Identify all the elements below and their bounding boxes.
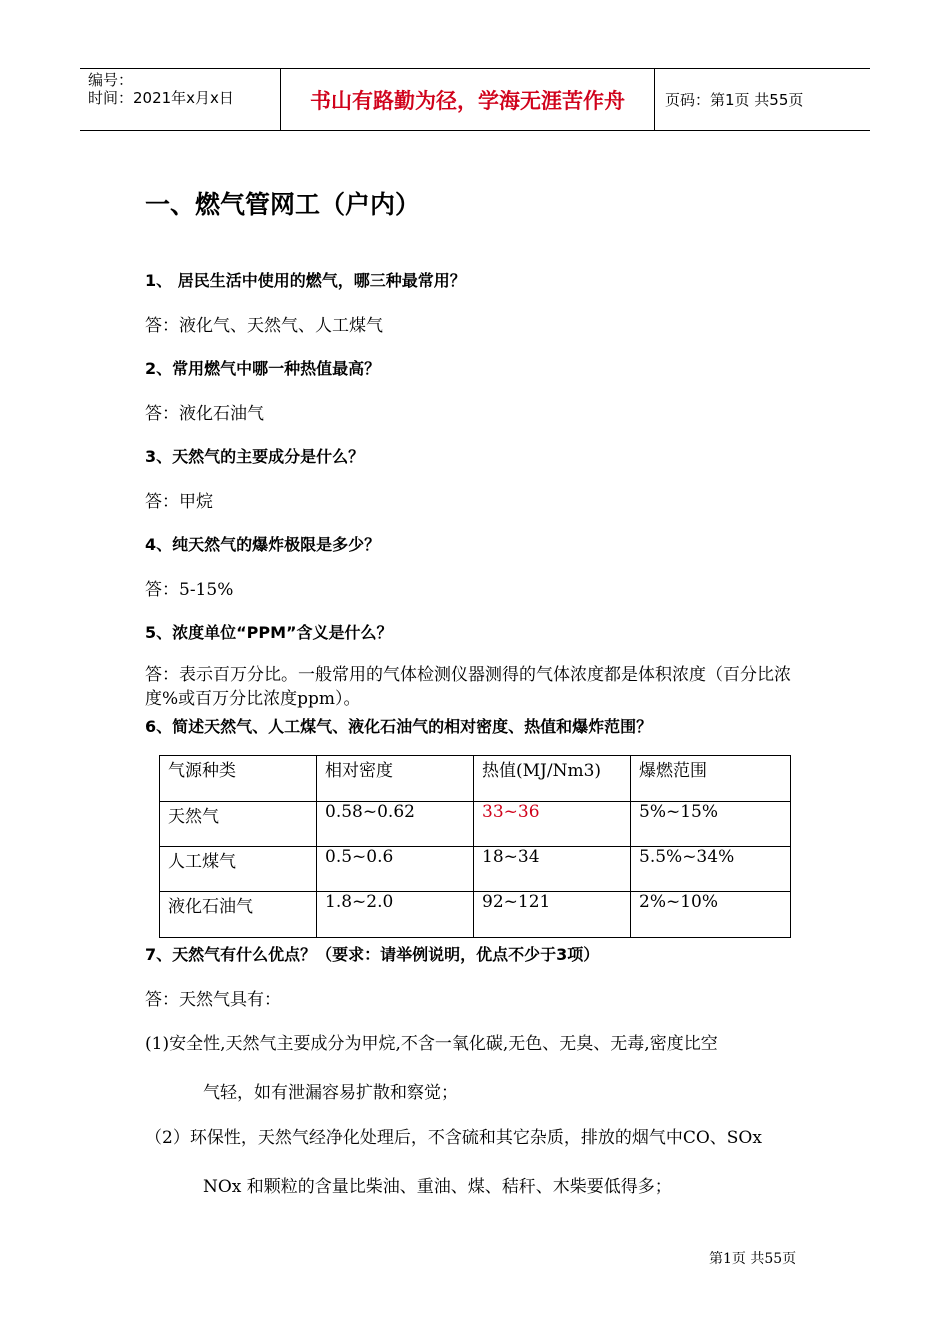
table-row bbox=[160, 892, 791, 938]
answer-2: 答：液化石油气 bbox=[145, 404, 264, 424]
question-5: 5、浓度单位“PPM”含义是什么？ bbox=[145, 623, 393, 642]
table-header-cell: 相对密度 bbox=[317, 756, 474, 802]
motto: 书山有路勤为径，学海无涯苦作舟 bbox=[281, 69, 655, 130]
answer-7-intro: 答：天然气具有： bbox=[145, 990, 281, 1010]
question-7: 7、天然气有什么优点？（要求：请举例说明，优点不少于3项） bbox=[145, 945, 600, 964]
page-info: 页码：第1页 共55页 bbox=[665, 91, 804, 109]
table-cell: 人工煤气 bbox=[160, 847, 317, 892]
question-3: 3、天然气的主要成分是什么？ bbox=[145, 447, 365, 466]
table-header-row bbox=[160, 756, 791, 802]
gas-properties-table bbox=[159, 755, 791, 938]
page-footer: 第1页 共55页 bbox=[709, 1251, 797, 1267]
answer-3: 答：甲烷 bbox=[145, 492, 213, 512]
table-cell: 18~34 bbox=[474, 847, 631, 892]
table-cell: 0.58~0.62 bbox=[317, 802, 474, 847]
answer-1: 答：液化气、天然气、人工煤气 bbox=[145, 316, 383, 336]
question-2: 2、常用燃气中哪一种热值最高？ bbox=[145, 359, 381, 378]
section-title: 一、燃气管网工（户内） bbox=[145, 190, 421, 219]
answer-7-item1-line2: 气轻，如有泄漏容易扩散和察觉； bbox=[203, 1083, 458, 1103]
table-cell: 0.5~0.6 bbox=[317, 847, 474, 892]
answer-7-item2-line2: NOx 和颗粒的含量比柴油、重油、煤、秸秆、木柴要低得多； bbox=[203, 1177, 672, 1197]
answer-4: 答：5-15% bbox=[145, 580, 234, 600]
table-cell: 5%~15% bbox=[631, 802, 791, 847]
table-header-cell: 爆燃范围 bbox=[631, 756, 791, 802]
table-cell: 天然气 bbox=[160, 802, 317, 847]
question-1: 1、 居民生活中使用的燃气，哪三种最常用？ bbox=[145, 271, 466, 290]
serial-label: 编号： bbox=[88, 71, 134, 89]
question-6: 6、简述天然气、人工煤气、液化石油气的相对密度、热值和爆炸范围？ bbox=[145, 717, 653, 736]
table-cell: 1.8~2.0 bbox=[317, 892, 474, 938]
table-cell: 5.5%~34% bbox=[631, 847, 791, 892]
header-left-cell bbox=[80, 69, 281, 130]
question-4: 4、纯天然气的爆炸极限是多少？ bbox=[145, 535, 381, 554]
table-header-cell: 热值(MJ/Nm3) bbox=[474, 756, 631, 802]
table-header-cell: 气源种类 bbox=[160, 756, 317, 802]
table-cell: 92~121 bbox=[474, 892, 631, 938]
date-text: 时间：2021年x月x日 bbox=[88, 89, 234, 107]
table-cell-highlight: 33~36 bbox=[474, 802, 631, 847]
table-cell: 液化石油气 bbox=[160, 892, 317, 938]
table-row bbox=[160, 847, 791, 892]
answer-7-item1-line1: (1)安全性,天然气主要成分为甲烷,不含一氧化碳,无色、无臭、无毒,密度比空 bbox=[145, 1034, 718, 1054]
table-cell: 2%~10% bbox=[631, 892, 791, 938]
header-table bbox=[80, 68, 870, 131]
answer-5: 答：表示百万分比。一般常用的气体检测仪器测得的气体浓度都是体积浓度（百分比浓度%或百万分比浓度ppm）。 bbox=[145, 665, 791, 709]
answer-7-item2-line1: （2）环保性，天然气经净化处理后，不含硫和其它杂质，排放的烟气中CO、SOx bbox=[145, 1128, 762, 1148]
table-row bbox=[160, 802, 791, 847]
